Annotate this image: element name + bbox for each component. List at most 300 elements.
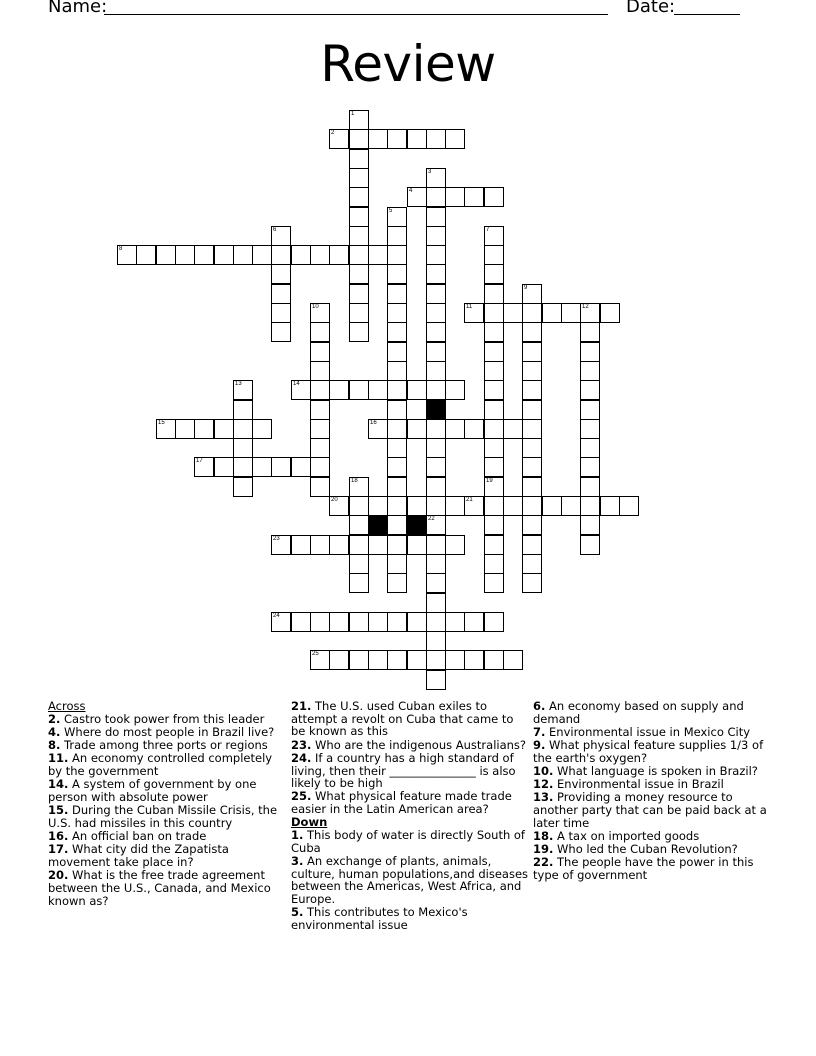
crossword-cell[interactable] [349,149,369,169]
crossword-cell[interactable] [503,303,523,323]
clue-number: 8. [48,738,61,753]
crossword-cell[interactable] [349,535,369,555]
crossword-cell[interactable] [271,322,291,342]
crossword-cell[interactable] [349,573,369,593]
clue-text: Environmental issue in Mexico City [545,724,751,739]
crossword-cell[interactable] [426,477,446,497]
crossword-cell[interactable] [194,457,214,477]
clue-text: If a country has a high standard of living, then their _______________ is also likely to be high [291,750,516,791]
blocked-cell [368,515,388,535]
crossword-cell[interactable] [310,400,330,420]
crossword-cell[interactable] [175,245,195,265]
crossword-cell[interactable] [426,226,446,246]
crossword-cell[interactable] [484,573,504,593]
crossword-cell[interactable] [329,496,349,516]
clue-text: Who are the indigenous Australians? [311,737,527,752]
crossword-cell[interactable] [194,419,214,439]
crossword-cell[interactable] [407,496,427,516]
crossword-cell[interactable] [368,535,388,555]
crossword-cell[interactable] [117,245,137,265]
crossword-cell[interactable] [426,264,446,284]
crossword-cell[interactable] [387,457,407,477]
clue-number: 25 [312,651,319,657]
crossword-cell[interactable] [310,361,330,381]
crossword-cell[interactable] [387,284,407,304]
crossword-cell[interactable] [580,438,600,458]
clue-number: 4. [48,724,61,739]
crossword-cell[interactable] [271,612,291,632]
crossword-cell[interactable] [407,612,427,632]
crossword-cell[interactable] [291,612,311,632]
crossword-cell[interactable] [426,515,446,535]
crossword-cell[interactable] [445,129,465,149]
crossword-cell[interactable] [387,245,407,265]
crossword-cell[interactable] [214,245,234,265]
crossword-cell[interactable] [233,438,253,458]
down-clue-list-continued [533,700,773,882]
clue-number: 12 [582,304,589,310]
crossword-cell[interactable] [580,477,600,497]
crossword-cell[interactable] [522,322,542,342]
crossword-cell[interactable] [484,612,504,632]
crossword-cell[interactable] [426,650,446,670]
clue-number: 5. [291,905,304,920]
crossword-cell[interactable] [310,322,330,342]
clue-number: 23. [291,737,312,752]
crossword-cell[interactable] [310,612,330,632]
crossword-cell[interactable] [349,477,369,497]
crossword-cell[interactable] [542,496,562,516]
down-clue [291,829,529,854]
crossword-cell[interactable] [580,361,600,381]
crossword-cell[interactable] [484,650,504,670]
crossword-cell[interactable] [271,535,291,555]
crossword-cell[interactable] [542,303,562,323]
crossword-cell[interactable] [580,515,600,535]
crossword-cell[interactable] [619,496,639,516]
crossword-cell[interactable] [426,129,446,149]
crossword-cell[interactable] [387,342,407,362]
crossword-cell[interactable] [310,303,330,323]
crossword-cell[interactable] [233,477,253,497]
crossword-cell[interactable] [426,670,446,690]
crossword-cell[interactable] [349,515,369,535]
across-clue [291,752,529,790]
clue-number: 24 [273,613,280,619]
crossword-cell[interactable] [580,535,600,555]
clue-text: An official ban on trade [68,829,207,844]
crossword-cell[interactable] [580,380,600,400]
across-clue [48,739,284,752]
crossword-cell[interactable] [387,400,407,420]
crossword-cell[interactable] [484,226,504,246]
crossword-cell[interactable] [349,322,369,342]
clue-number: 17. [48,842,69,857]
crossword-cell[interactable] [464,496,484,516]
crossword-cell[interactable] [484,477,504,497]
down-clue [533,765,773,778]
crossword-cell[interactable] [233,419,253,439]
crossword-cell[interactable] [484,535,504,555]
crossword-cell[interactable] [156,419,176,439]
crossword-cell[interactable] [426,342,446,362]
crossword-cell[interactable] [387,303,407,323]
crossword-cell[interactable] [464,419,484,439]
down-clue [533,739,773,764]
crossword-cell[interactable] [445,380,465,400]
crossword-cell[interactable] [310,419,330,439]
crossword-cell[interactable] [600,303,620,323]
clue-number: 18. [533,829,554,844]
crossword-cell[interactable] [407,380,427,400]
crossword-cell[interactable] [329,535,349,555]
crossword-cell[interactable] [349,284,369,304]
crossword-cell[interactable] [445,496,465,516]
clue-number: 16 [370,420,377,426]
crossword-cell[interactable] [387,361,407,381]
crossword-cell[interactable] [310,650,330,670]
crossword-cell[interactable] [580,303,600,323]
crossword-cell[interactable] [484,245,504,265]
clue-number: 5 [389,208,393,214]
crossword-cell[interactable] [136,245,156,265]
crossword-cell[interactable] [194,245,214,265]
across-clue [48,752,284,777]
crossword-cell[interactable] [464,303,484,323]
crossword-cell[interactable] [271,245,291,265]
crossword-cell[interactable] [426,631,446,651]
page-title: Review [320,35,496,93]
crossword-cell[interactable] [407,650,427,670]
name-label: Name: [48,0,108,17]
down-clue [291,906,529,931]
crossword-cell[interactable] [522,496,542,516]
clue-number: 17 [196,458,203,464]
blocked-cell [426,400,446,420]
crossword-cell[interactable] [310,457,330,477]
crossword-cell[interactable] [426,535,446,555]
across-clue-list-continued [291,700,529,816]
across-clue [291,739,529,752]
crossword-cell[interactable] [387,515,407,535]
crossword-cell[interactable] [349,129,369,149]
crossword-cell[interactable] [368,419,388,439]
crossword-cell[interactable] [349,245,369,265]
clue-text: An economy controlled completely by the government [48,751,273,779]
clue-number: 6. [533,699,546,713]
clue-number: 13 [235,381,242,387]
crossword-cell[interactable] [484,438,504,458]
crossword-cell[interactable] [445,612,465,632]
crossword-cell[interactable] [368,496,388,516]
crossword-cell[interactable] [271,264,291,284]
crossword-cell[interactable] [445,187,465,207]
crossword-cell[interactable] [522,535,542,555]
clue-text: During the Cuban Missile Crisis, the U.S. had missiles in this country [48,803,278,830]
crossword-cell[interactable] [484,303,504,323]
crossword-cell[interactable] [233,457,253,477]
crossword-cell[interactable] [387,322,407,342]
crossword-cell[interactable] [349,554,369,574]
crossword-cell[interactable] [522,438,542,458]
clue-number: 6 [273,227,277,233]
clue-number: 21. [291,699,312,713]
crossword-cell[interactable] [310,245,330,265]
crossword-cell[interactable] [484,419,504,439]
down-clue [291,855,529,906]
crossword-cell[interactable] [291,380,311,400]
crossword-cell[interactable] [310,535,330,555]
across-clue [48,830,284,843]
crossword-cell[interactable] [503,496,523,516]
clue-number: 1 [351,111,355,117]
crossword-cell[interactable] [522,342,542,362]
crossword-cell[interactable] [445,535,465,555]
clue-text: What is the free trade agreement between the U.S., Canada, and Mexico known as? [48,868,271,908]
crossword-cell[interactable] [580,496,600,516]
clue-number: 13. [533,790,554,805]
clue-number: 3 [428,169,432,175]
crossword-cell[interactable] [522,361,542,381]
clue-number: 15. [48,803,69,818]
crossword-cell[interactable] [426,457,446,477]
crossword-cell[interactable] [291,535,311,555]
crossword-cell[interactable] [387,612,407,632]
crossword-cell[interactable] [233,400,253,420]
crossword-cell[interactable] [561,496,581,516]
crossword-cell[interactable] [387,207,407,227]
crossword-cell[interactable] [252,245,272,265]
crossword-cell[interactable] [214,419,234,439]
down-clue-list [291,829,529,932]
clue-text: An exchange of plants, animals, culture, human populations,and diseases between the Americas, West Africa, and Europe. [291,853,529,907]
crossword-cell[interactable] [426,380,446,400]
crossword-cell[interactable] [522,573,542,593]
clue-number: 20. [48,868,69,883]
crossword-cell[interactable] [329,650,349,670]
crossword-cell[interactable] [580,400,600,420]
crossword-cell[interactable] [329,129,349,149]
crossword-cell[interactable] [233,245,253,265]
crossword-cell[interactable] [426,573,446,593]
crossword-cell[interactable] [426,245,446,265]
crossword-cell[interactable] [252,457,272,477]
crossword-cell[interactable] [522,515,542,535]
crossword-cell[interactable] [387,496,407,516]
crossword-cell[interactable] [407,129,427,149]
crossword-cell[interactable] [387,264,407,284]
crossword-cell[interactable] [349,650,369,670]
crossword-cell[interactable] [349,303,369,323]
crossword-cell[interactable] [484,457,504,477]
crossword-cell[interactable] [349,168,369,188]
clue-number: 2. [48,711,61,726]
crossword-cell[interactable] [387,650,407,670]
clue-text: A tax on imported goods [553,829,700,844]
crossword-cell[interactable] [484,496,504,516]
crossword-cell[interactable] [484,284,504,304]
crossword-cell[interactable] [329,380,349,400]
clue-number: 10. [533,764,554,779]
crossword-cell[interactable] [426,612,446,632]
crossword-cell[interactable] [368,650,388,670]
crossword-cell[interactable] [310,342,330,362]
down-clue [533,856,773,881]
crossword-cell[interactable] [387,226,407,246]
crossword-cell[interactable] [156,245,176,265]
across-clue [48,804,284,829]
crossword-cell[interactable] [271,457,291,477]
crossword-cell[interactable] [291,245,311,265]
across-clue [48,869,284,907]
crossword-cell[interactable] [329,612,349,632]
crossword-cell[interactable] [387,380,407,400]
crossword-cell[interactable] [214,457,234,477]
crossword-cell[interactable] [349,207,369,227]
crossword-cell[interactable] [426,419,446,439]
crossword-cell[interactable] [445,419,465,439]
crossword-cell[interactable] [349,496,369,516]
crossword-cell[interactable] [426,322,446,342]
crossword-cell[interactable] [484,400,504,420]
crossword-cell[interactable] [387,438,407,458]
clue-text: What physical feature made trade easier in the Latin American area? [291,789,512,817]
crossword-cell[interactable] [349,187,369,207]
crossword-cell[interactable] [271,226,291,246]
crossword-cell[interactable] [233,380,253,400]
crossword-cell[interactable] [464,650,484,670]
crossword-cell[interactable] [522,419,542,439]
crossword-cell[interactable] [329,245,349,265]
crossword-cell[interactable] [522,380,542,400]
crossword-cell[interactable] [271,303,291,323]
clue-text: This body of water is directly South of Cuba [291,828,525,855]
crossword-cell[interactable] [445,650,465,670]
crossword-cell[interactable] [464,187,484,207]
crossword-cell[interactable] [387,573,407,593]
crossword-cell[interactable] [580,342,600,362]
crossword-cell[interactable] [426,303,446,323]
across-clue [48,843,284,868]
crossword-cell[interactable] [349,110,369,130]
clues-column-2 [291,700,529,932]
crossword-cell[interactable] [387,535,407,555]
crossword-cell[interactable] [426,207,446,227]
crossword-cell[interactable] [271,284,291,304]
crossword-cell[interactable] [522,284,542,304]
crossword-cell[interactable] [522,457,542,477]
crossword-cell[interactable] [484,380,504,400]
clue-number: 9 [524,285,528,291]
crossword-cell[interactable] [310,380,330,400]
across-clue [291,700,529,738]
crossword-cell[interactable] [349,612,369,632]
crossword-cell[interactable] [580,322,600,342]
crossword-cell[interactable] [522,477,542,497]
clue-number: 22 [428,516,435,522]
crossword-cell[interactable] [387,129,407,149]
crossword-cell[interactable] [522,303,542,323]
across-clue [48,726,284,739]
crossword-cell[interactable] [484,342,504,362]
clue-text: The U.S. used Cuban exiles to attempt a revolt on Cuba that came to be known as this [291,699,514,739]
crossword-cell[interactable] [407,535,427,555]
crossword-cell[interactable] [426,554,446,574]
crossword-cell[interactable] [387,419,407,439]
crossword-cell[interactable] [426,438,446,458]
crossword-cell[interactable] [349,264,369,284]
crossword-cell[interactable] [426,187,446,207]
crossword-cell[interactable] [426,593,446,613]
clue-text: Providing a money resource to another party that can be paid back at a later time [533,790,767,830]
crossword-cell[interactable] [484,264,504,284]
across-clue [291,790,529,815]
clue-number: 15 [158,420,165,426]
clue-number: 3. [291,853,304,868]
crossword-cell[interactable] [407,187,427,207]
crossword-cell[interactable] [368,129,388,149]
clue-text: Where do most people in Brazil live? [60,724,275,739]
crossword-cell[interactable] [349,380,369,400]
crossword-cell[interactable] [310,438,330,458]
crossword-cell[interactable] [310,477,330,497]
clue-number: 14. [48,777,69,792]
crossword-cell[interactable] [484,187,504,207]
down-clue [533,700,773,725]
crossword-cell[interactable] [426,496,446,516]
crossword-cell[interactable] [426,168,446,188]
crossword-cell[interactable] [503,419,523,439]
across-clue-list [48,713,284,908]
clue-number: 9. [533,738,546,753]
crossword-cell[interactable] [580,419,600,439]
down-clue [533,778,773,791]
crossword-cell[interactable] [252,419,272,439]
date-label: Date: [626,0,676,17]
down-clue [533,726,773,739]
crossword-cell[interactable] [484,322,504,342]
clue-text: The people have the power in this type of government [533,855,754,883]
crossword-cell[interactable] [580,457,600,477]
crossword-cell[interactable] [175,419,195,439]
clue-number: 23 [273,536,280,542]
crossword-cell[interactable] [484,515,504,535]
crossword-cell[interactable] [561,303,581,323]
crossword-cell[interactable] [522,400,542,420]
crossword-cell[interactable] [291,457,311,477]
crossword-cell[interactable] [484,554,504,574]
crossword-cell[interactable] [368,612,388,632]
crossword-cell[interactable] [522,554,542,574]
crossword-cell[interactable] [387,477,407,497]
clue-text: What physical feature supplies 1/3 of the earth's oxygen? [533,738,764,765]
crossword-cell[interactable] [368,380,388,400]
crossword-cell[interactable] [464,612,484,632]
crossword-cell[interactable] [600,496,620,516]
crossword-cell[interactable] [387,554,407,574]
down-clue [533,791,773,829]
crossword-cell[interactable] [426,284,446,304]
clue-text: What city did the Zapatista movement take place in? [48,842,229,869]
crossword-cell[interactable] [484,361,504,381]
clue-text: Trade among three ports or regions [60,738,268,753]
crossword-cell[interactable] [368,245,388,265]
crossword-cell[interactable] [407,419,427,439]
crossword-cell[interactable] [349,226,369,246]
across-heading: Across [48,699,86,713]
crossword-cell[interactable] [426,361,446,381]
crossword-cell[interactable] [503,650,523,670]
